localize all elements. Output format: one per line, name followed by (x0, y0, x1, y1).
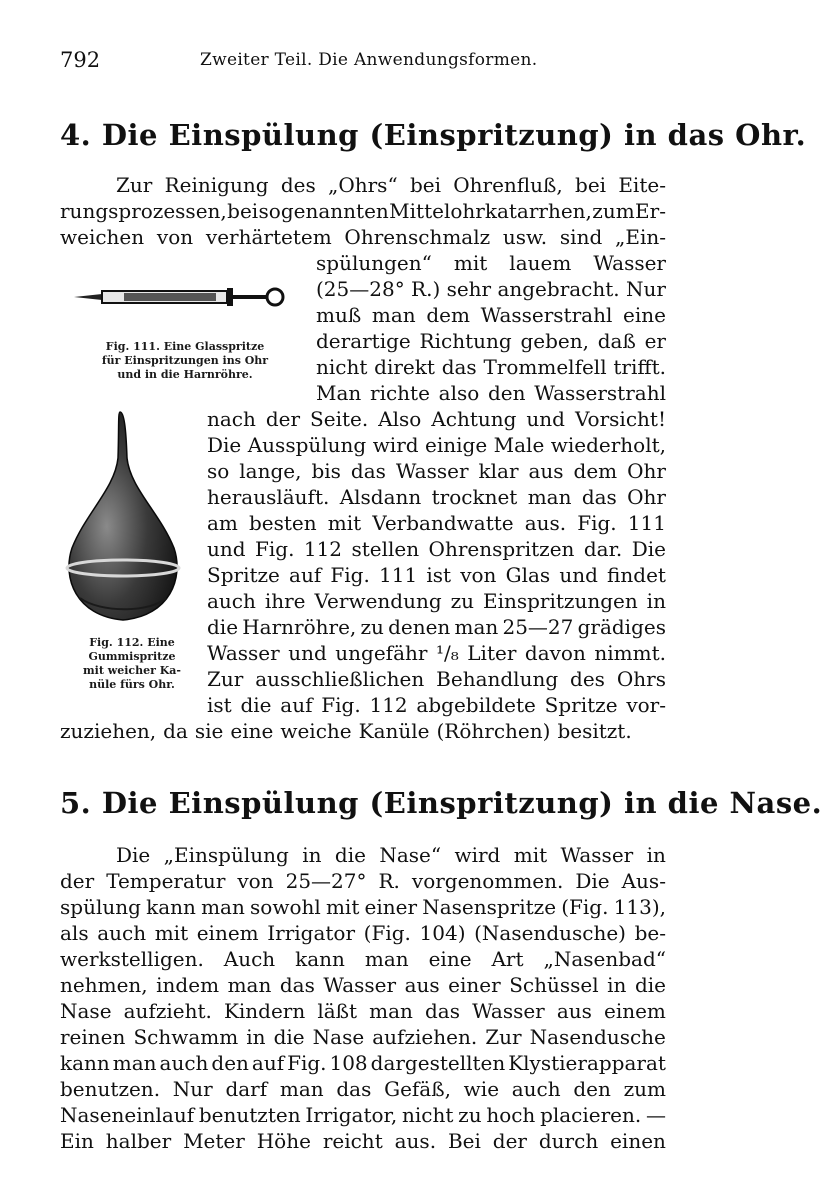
figure-112-caption-line: mit weicher Ka- (83, 664, 181, 677)
figure-111-caption-line: und in die Harnröhre. (117, 368, 253, 381)
section4-text-line: derartige Richtung geben, daß er (316, 329, 666, 353)
section-5-title: 5. Die Einspülung (Einspritzung) in die Nase. (60, 786, 822, 820)
section4-text-line: nach der Seite. Also Achtung und Vorsicht! (207, 407, 666, 431)
section4-text-line: Man richte also den Wasserstrahl (316, 381, 666, 405)
figure-112-caption-line: Fig. 112. Eine (89, 636, 175, 649)
section4-text-line: weichen von verhärtetem Ohrenschmalz usw. sind „Ein- (60, 225, 666, 249)
section4-text-line: die Harnröhre, zu denen man 25—27 grädiges (207, 615, 666, 639)
rubber-bulb-syringe-illustration (60, 408, 186, 626)
glass-syringe-illustration (72, 282, 288, 312)
section4-text-line: so lange, bis das Wasser klar aus dem Ohr (207, 459, 666, 483)
section5-text-line: benutzen. Nur darf man das Gefäß, wie auch den zum (60, 1077, 666, 1101)
figure-111-caption (62, 340, 308, 382)
section4-text-line: muß man dem Wasserstrahl eine (316, 303, 666, 327)
figure-111-caption-line: Fig. 111. Eine Glasspritze (105, 340, 265, 353)
figure-111-caption-line: für Einspritzungen ins Ohr (101, 354, 269, 367)
section5-text-line: spülung kann man sowohl mit einer Nasenspritze (Fig. 113), (60, 895, 666, 919)
section4-text-line: spülungen“ mit lauem Wasser (316, 251, 666, 275)
figure-112-caption-line: nüle fürs Ohr. (89, 678, 175, 691)
section4-text-line: Zur ausschließlichen Behandlung des Ohrs (207, 667, 666, 691)
section4-text-line: auch ihre Verwendung zu Einspritzungen in (207, 589, 666, 613)
running-head: Zweiter Teil. Die Anwendungsformen. (200, 50, 538, 70)
section4-text-line: rungsprozessen, bei sogenannten Mittelohrkatarrhen, zum Er- (60, 199, 666, 223)
section5-text-line: Ein halber Meter Höhe reicht aus. Bei der durch einen (60, 1129, 666, 1153)
figure-112-caption (64, 636, 200, 692)
section4-text-line: herausläuft. Alsdann trocknet man das Ohr (207, 485, 666, 509)
section4-text-line: Die Ausspülung wird einige Male wiederholt, (207, 433, 666, 457)
section5-text-line: Nase aufzieht. Kindern läßt man das Wasser aus einem (60, 999, 666, 1023)
section4-text-line: Wasser und ungefähr ¹/₈ Liter davon nimmt. (207, 641, 666, 665)
section5-text-line: Naseneinlauf benutzten Irrigator, nicht zu hoch placieren. — (60, 1103, 666, 1127)
section5-text-line: als auch mit einem Irrigator (Fig. 104) (Nasendusche) be- (60, 921, 666, 945)
section4-text-line: (25—28° R.) sehr angebracht. Nur (316, 277, 666, 301)
section5-text-line: Die „Einspülung in die Nase“ wird mit Wasser in (116, 843, 666, 867)
section4-text-line: Zur Reinigung des „Ohrs“ bei Ohrenfluß, bei Eite- (116, 173, 666, 197)
section5-text-line: nehmen, indem man das Wasser aus einer Schüssel in die (60, 973, 666, 997)
section4-text-line: ist die auf Fig. 112 abgebildete Spritze vor- (207, 693, 666, 717)
section-4-title: 4. Die Einspülung (Einspritzung) in das Ohr. (60, 118, 807, 152)
section4-text-line: Spritze auf Fig. 111 ist von Glas und findet (207, 563, 666, 587)
section4-text-line: am besten mit Verbandwatte aus. Fig. 111 (207, 511, 666, 535)
section4-text-line: und Fig. 112 stellen Ohrenspritzen dar. Die (207, 537, 666, 561)
section5-text-line: der Temperatur von 25—27° R. vorgenommen. Die Aus- (60, 869, 666, 893)
page-header (60, 48, 664, 78)
section5-text-line: werkstelligen. Auch kann man eine Art „Nasenbad“ (60, 947, 666, 971)
section4-text-line: zuziehen, da sie eine weiche Kanüle (Röhrchen) besitzt. (60, 719, 632, 743)
section5-text-line: kann man auch den auf Fig. 108 dargestellten Klystierapparat (60, 1051, 666, 1075)
page-number: 792 (60, 48, 101, 72)
figure-112-caption-line: Gummispritze (88, 650, 176, 663)
section4-text-line: nicht direkt das Trommelfell trifft. (316, 355, 666, 379)
section5-text-line: reinen Schwamm in die Nase aufziehen. Zur Nasendusche (60, 1025, 666, 1049)
